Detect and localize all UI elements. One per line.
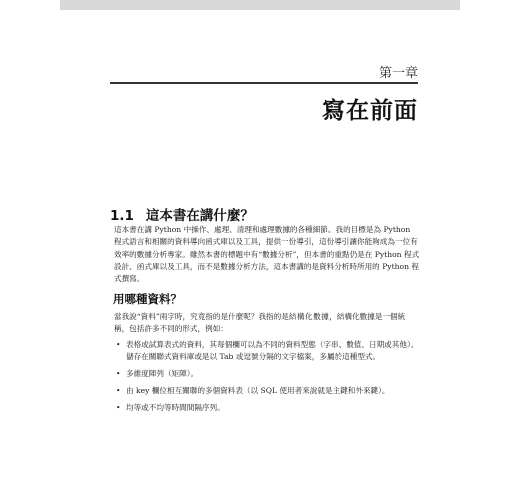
chapter-title: 寫在前面 xyxy=(322,98,418,124)
list-item-text: 均等或不均等時間間隔序列。 xyxy=(126,402,225,412)
list-item xyxy=(114,339,420,364)
section-paragraph: 這本書在講 Python 中操作、處理、清理和處理數據的各種細節。我的目標是為 Python 程式語言和相關的資料導向函式庫以及工具，提供一份導引，這份導引讓你能夠成為一位有效率的數據分析專家。雖然本書的標題中有“數據分析”，但本書的重點仍是在 Python 程式設計、函式庫以及工具，而不是數據分析方法，這本書講的是資料分析時所用的 Python 程式撰寫。 xyxy=(114,225,420,284)
chapter-label: 第一章 xyxy=(378,66,418,81)
chapter-divider xyxy=(110,82,418,84)
list-item xyxy=(114,402,420,414)
subsection-heading: 用哪種資料？ xyxy=(113,292,182,306)
list-item xyxy=(114,368,420,380)
subsection-paragraph xyxy=(114,311,420,336)
list-item-text: 由 key 欄位相互關聯的多個資料表（以 SQL 使用者來說就是主鍵和外來鍵）。 xyxy=(126,385,390,395)
bullet-icon: • xyxy=(116,340,121,349)
section-title: 這本書在講什麼？ xyxy=(145,208,254,224)
list-item-text: 表格或試算表式的資料，其每個欄可以為不同的資料型態（字串、數值、日期或其他）。儲存在關聯式資料庫或是以 Tab 或逗號分隔的文字檔案，多屬於這種型式。 xyxy=(126,340,419,362)
bullet-icon: • xyxy=(116,402,121,412)
list-item xyxy=(114,385,420,397)
section-number: 1.1 xyxy=(110,208,134,224)
paragraph-text-start: 當我說“資料”兩字時，究竟指的是什麼呢？我指的是 xyxy=(114,312,289,321)
emphasis-term: 結構化數據 xyxy=(288,312,330,321)
bullet-icon: • xyxy=(116,369,121,379)
section-heading xyxy=(110,204,420,224)
page-top-edge xyxy=(60,0,460,10)
paragraph-text-end: ，結構化數據是一個統稱，包括許多不同的形式，例如： xyxy=(114,312,406,334)
list-item-text: 多維度陣列（矩陣）。 xyxy=(126,369,199,379)
bullet-list xyxy=(114,339,420,418)
bullet-icon: • xyxy=(116,385,121,395)
